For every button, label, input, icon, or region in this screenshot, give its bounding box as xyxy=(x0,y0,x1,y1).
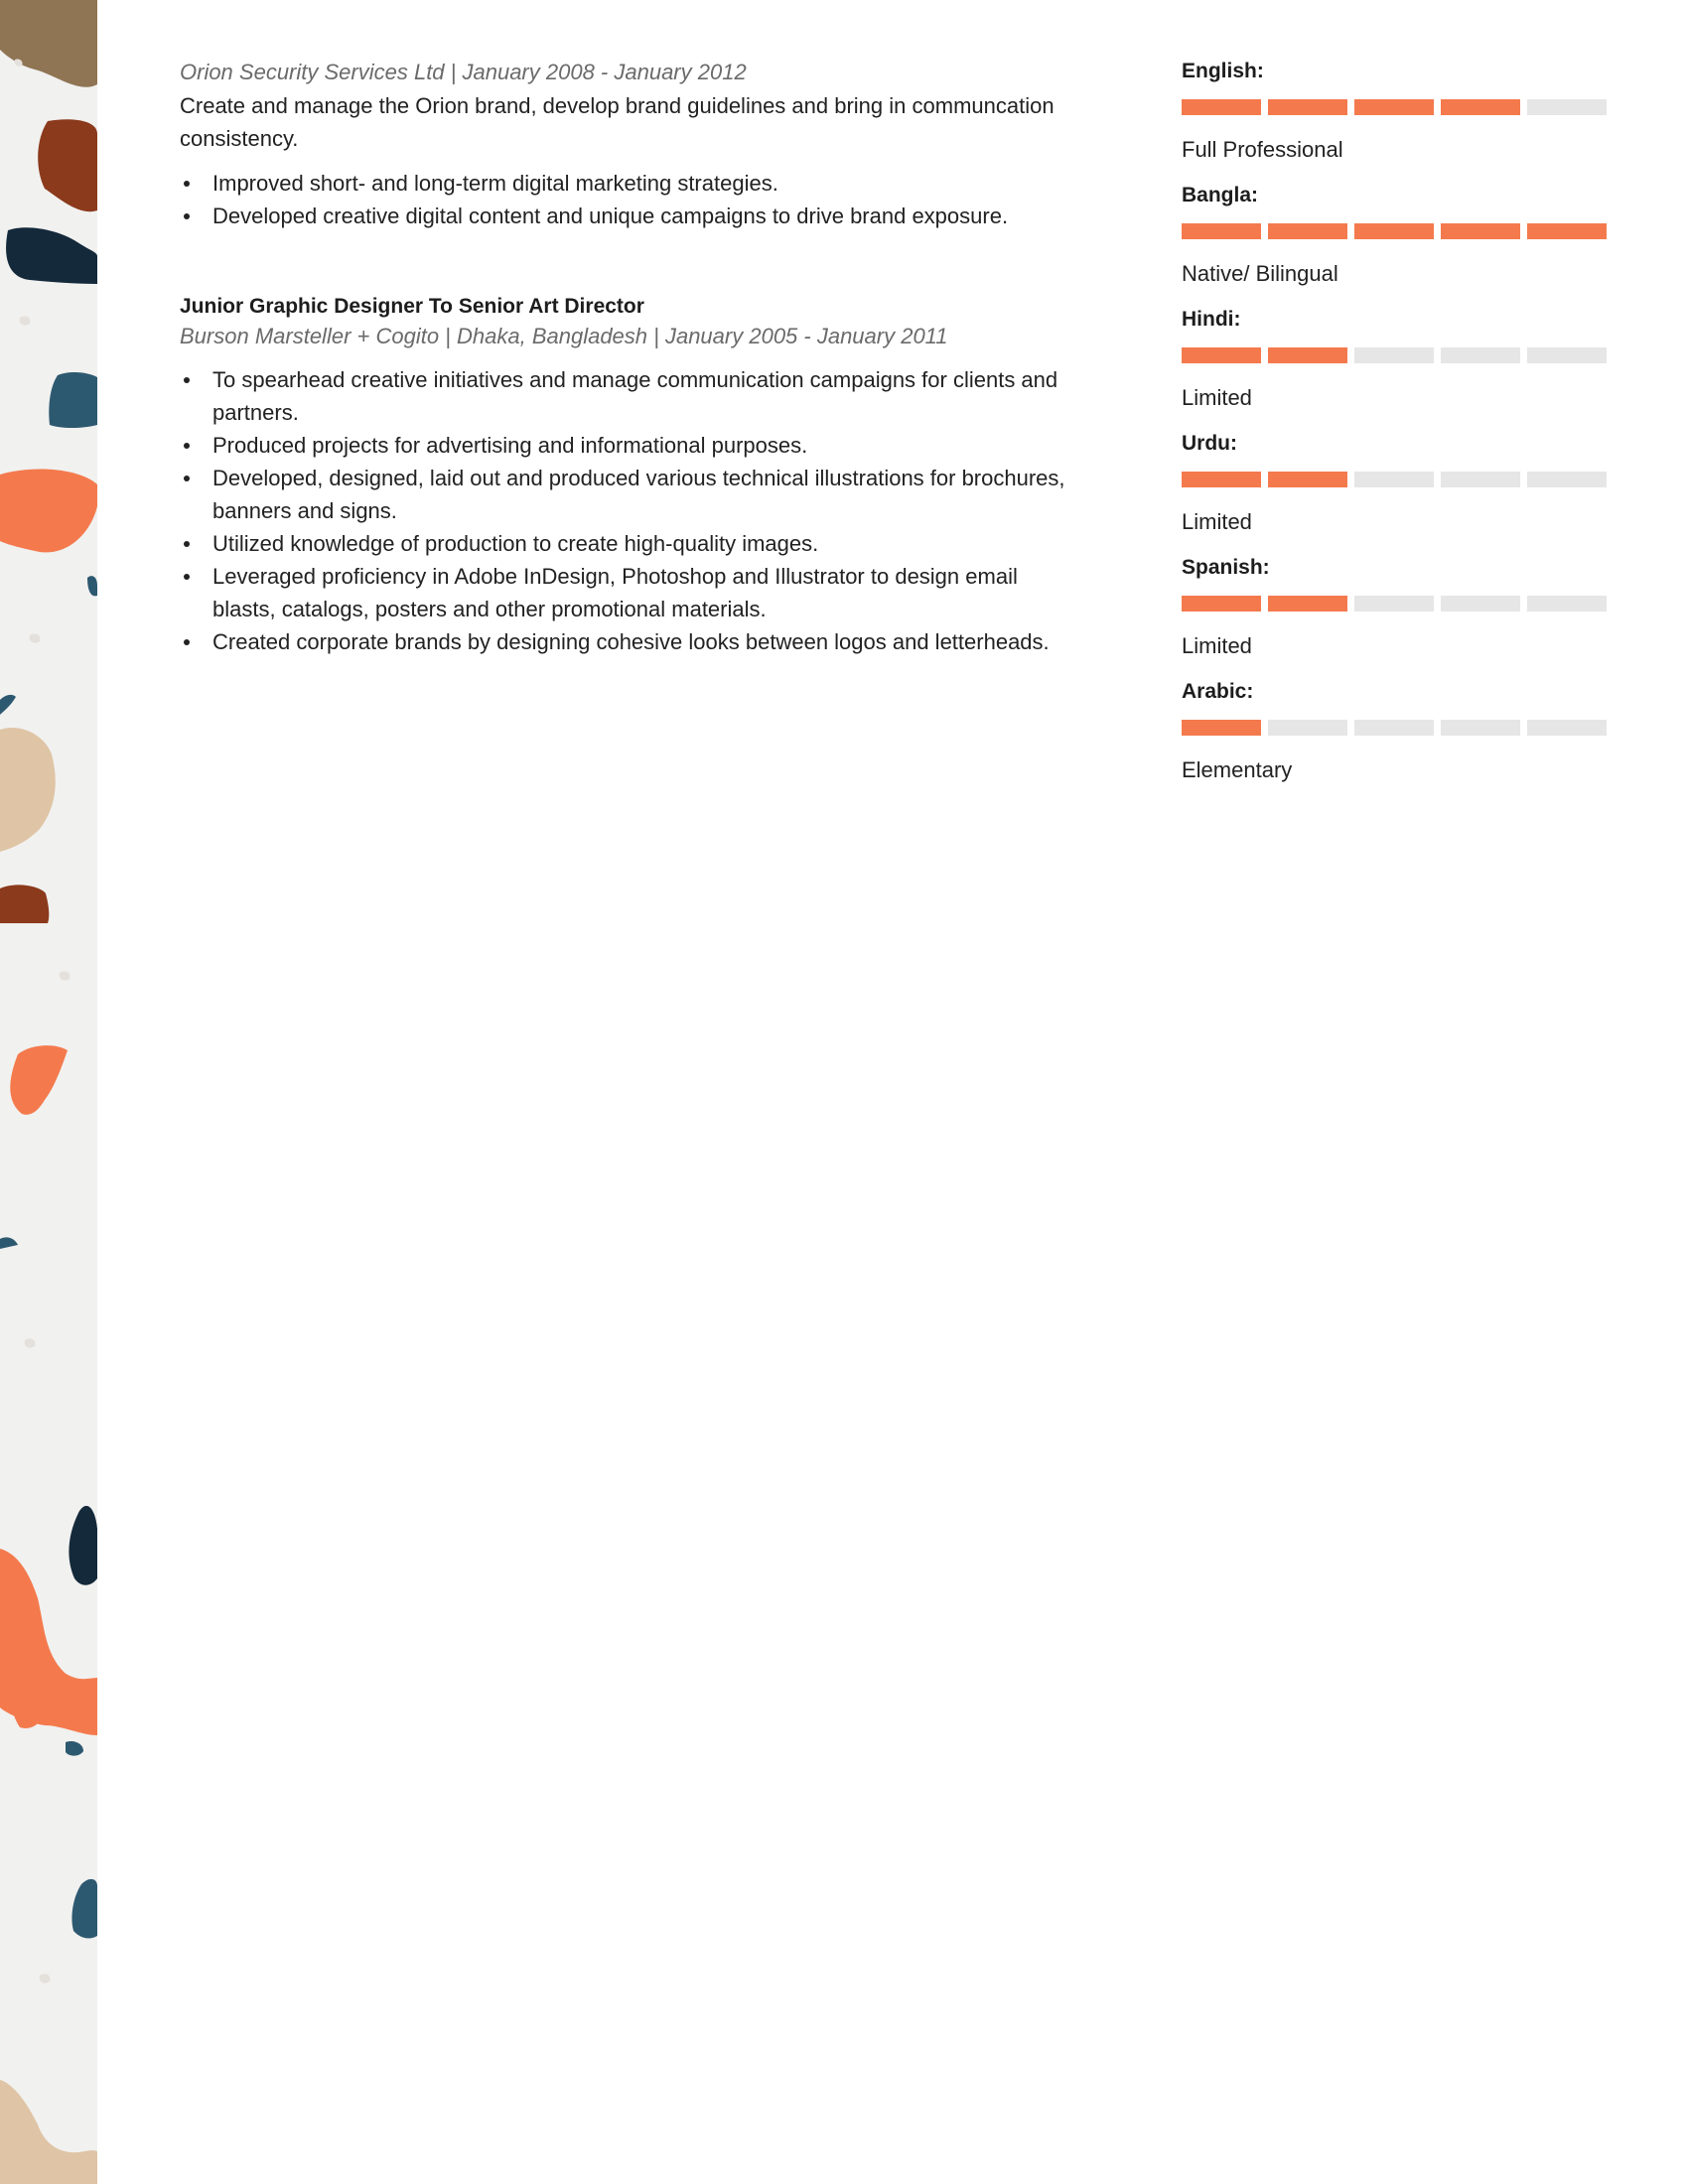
rating-segment-filled xyxy=(1441,99,1520,115)
language-level: Limited xyxy=(1182,509,1252,534)
rating-segment-filled xyxy=(1182,223,1261,239)
language-name: Arabic: xyxy=(1182,680,1254,703)
job-bullet: To spearhead creative initiatives and manage communication campaigns for clients and partners. xyxy=(180,363,1073,429)
rating-segment-filled xyxy=(1354,223,1434,239)
job-meta: Burson Marsteller + Cogito | Dhaka, Bangladesh | January 2005 - January 2011 xyxy=(180,324,948,348)
job-meta: Orion Security Services Ltd | January 2008 - January 2012 xyxy=(180,60,747,84)
job-bullet: Leveraged proficiency in Adobe InDesign, Photoshop and Illustrator to design email blasts, catalogs, posters and other promotional materials. xyxy=(180,560,1073,625)
language-rating-bar xyxy=(1182,720,1609,736)
rating-segment-filled xyxy=(1441,223,1520,239)
rating-segment-empty xyxy=(1441,720,1520,736)
rating-segment-filled xyxy=(1268,223,1347,239)
rating-segment-empty xyxy=(1527,99,1607,115)
rating-segment-filled xyxy=(1182,347,1261,363)
language-item-arabic xyxy=(1182,678,1609,802)
language-rating-bar xyxy=(1182,472,1609,487)
language-name: Spanish: xyxy=(1182,556,1270,579)
language-name: Hindi: xyxy=(1182,308,1241,331)
language-rating-bar xyxy=(1182,99,1609,115)
rating-segment-empty xyxy=(1441,347,1520,363)
rating-segment-filled xyxy=(1268,99,1347,115)
language-name: Urdu: xyxy=(1182,432,1237,455)
language-item-bangla xyxy=(1182,182,1609,306)
language-level: Full Professional xyxy=(1182,137,1343,162)
job-bullet-list xyxy=(180,363,1073,658)
rating-segment-empty xyxy=(1441,596,1520,612)
language-rating-bar xyxy=(1182,596,1609,612)
rating-segment-filled xyxy=(1527,223,1607,239)
job-title: Junior Graphic Designer To Senior Art Director xyxy=(180,295,644,318)
language-item-urdu xyxy=(1182,430,1609,554)
language-name: English: xyxy=(1182,60,1264,82)
rating-segment-empty xyxy=(1527,472,1607,487)
job-bullet: Developed creative digital content and unique campaigns to drive brand exposure. xyxy=(180,200,1073,232)
rating-segment-filled xyxy=(1268,596,1347,612)
language-rating-bar xyxy=(1182,347,1609,363)
rating-segment-empty xyxy=(1354,720,1434,736)
job-bullet: Created corporate brands by designing cohesive looks between logos and letterheads. xyxy=(180,625,1073,658)
rating-segment-empty xyxy=(1268,720,1347,736)
rating-segment-empty xyxy=(1527,720,1607,736)
language-item-hindi xyxy=(1182,306,1609,430)
rating-segment-empty xyxy=(1441,472,1520,487)
language-level: Limited xyxy=(1182,633,1252,658)
language-name: Bangla: xyxy=(1182,184,1259,206)
terrazzo-pattern-graphic xyxy=(0,0,97,2184)
work-experience-column xyxy=(180,58,1073,658)
rating-segment-filled xyxy=(1182,99,1261,115)
rating-segment-filled xyxy=(1182,596,1261,612)
language-item-english xyxy=(1182,58,1609,182)
rating-segment-empty xyxy=(1527,596,1607,612)
language-level: Limited xyxy=(1182,385,1252,410)
language-item-spanish xyxy=(1182,554,1609,678)
rating-segment-filled xyxy=(1182,720,1261,736)
rating-segment-filled xyxy=(1268,472,1347,487)
language-level: Elementary xyxy=(1182,757,1293,782)
language-rating-bar xyxy=(1182,223,1609,239)
languages-column xyxy=(1182,58,1609,802)
job-description: Create and manage the Orion brand, develop brand guidelines and bring in communcation consistency. xyxy=(180,93,1055,151)
rating-segment-empty xyxy=(1527,347,1607,363)
decorative-terrazzo-strip xyxy=(0,0,97,2184)
job-bullet: Improved short- and long-term digital marketing strategies. xyxy=(180,167,1073,200)
job-bullet: Utilized knowledge of production to create high-quality images. xyxy=(180,527,1073,560)
job-bullet-list xyxy=(180,167,1073,232)
rating-segment-filled xyxy=(1354,99,1434,115)
language-level: Native/ Bilingual xyxy=(1182,261,1338,286)
rating-segment-filled xyxy=(1268,347,1347,363)
experience-entry-orion xyxy=(180,58,1073,232)
job-bullet: Developed, designed, laid out and produced various technical illustrations for brochures, banners and signs. xyxy=(180,462,1073,527)
experience-entry-burson xyxy=(180,292,1073,658)
job-bullet: Produced projects for advertising and informational purposes. xyxy=(180,429,1073,462)
rating-segment-empty xyxy=(1354,347,1434,363)
rating-segment-empty xyxy=(1354,472,1434,487)
rating-segment-filled xyxy=(1182,472,1261,487)
rating-segment-empty xyxy=(1354,596,1434,612)
